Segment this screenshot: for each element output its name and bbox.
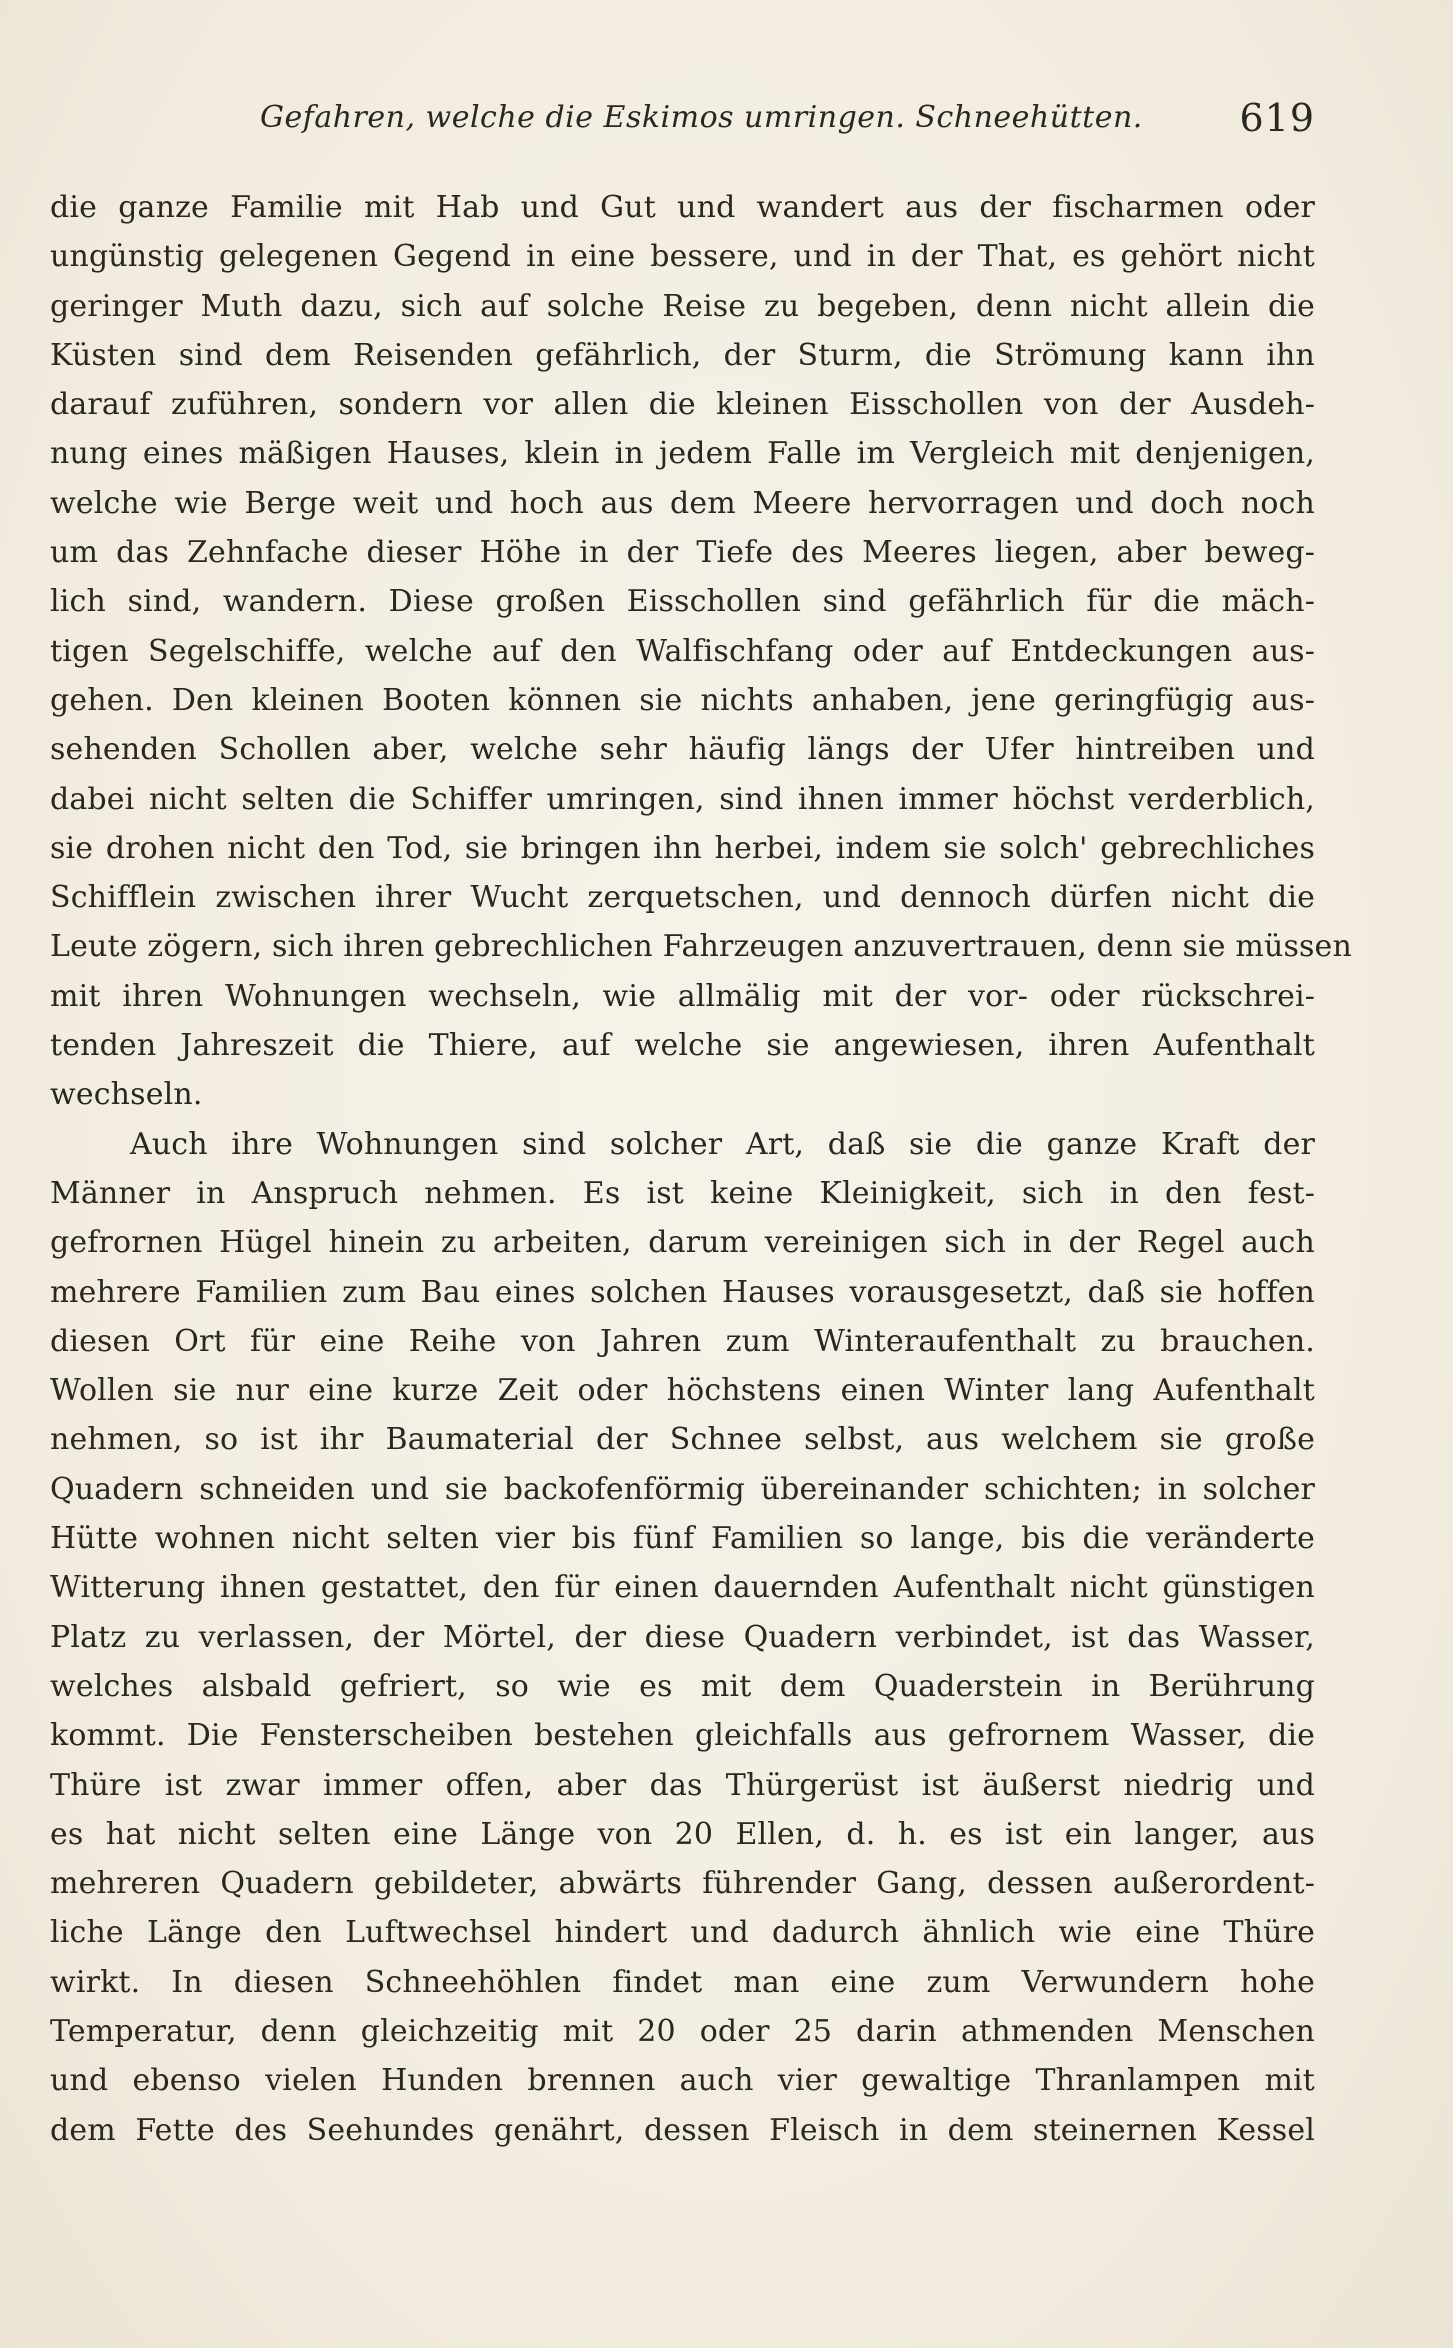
- text-line: gefrornen Hügel hinein zu arbeiten, darum vereinigen sich in der Regel auch: [50, 1225, 1315, 1261]
- text-line: Küsten sind dem Reisenden gefährlich, der Sturm, die Strömung kann ihn: [50, 337, 1315, 373]
- running-title: Gefahren, welche die Eskimos umringen. Schneehütten.: [260, 100, 1143, 135]
- text-line: Männer in Anspruch nehmen. Es ist keine Kleinigkeit, sich in den fest-: [50, 1175, 1315, 1211]
- text-line: Temperatur, denn gleichzeitig mit 20 oder 25 darin athmenden Menschen: [50, 2013, 1315, 2049]
- text-line: diesen Ort für eine Reihe von Jahren zum Winteraufenthalt zu brauchen.: [50, 1323, 1315, 1359]
- text-line: welches alsbald gefriert, so wie es mit dem Quaderstein in Berührung: [50, 1668, 1315, 1704]
- text-line: und ebenso vielen Hunden brennen auch vier gewaltige Thranlampen mit: [50, 2063, 1315, 2099]
- text-line: mehrere Familien zum Bau eines solchen Hauses vorausgesetzt, daß sie hoffen: [50, 1274, 1315, 1310]
- text-line: mit ihren Wohnungen wechseln, wie allmälig mit der vor- oder rückschrei-: [50, 978, 1315, 1014]
- text-line: welche wie Berge weit und hoch aus dem Meere hervorragen und doch noch: [50, 485, 1315, 521]
- text-line: dabei nicht selten die Schiffer umringen, sind ihnen immer höchst verderblich,: [50, 781, 1315, 817]
- text-line: geringer Muth dazu, sich auf solche Reise zu begeben, denn nicht allein die: [50, 288, 1315, 324]
- text-line: wirkt. In diesen Schneehöhlen findet man eine zum Verwundern hohe: [50, 1964, 1315, 2000]
- text-line: nung eines mäßigen Hauses, klein in jedem Falle im Vergleich mit denjenigen,: [50, 436, 1315, 472]
- paragraph-end-line: wechseln.: [50, 1077, 203, 1113]
- running-head: [50, 96, 1315, 150]
- text-line: Quadern schneiden und sie backofenförmig übereinander schichten; in solcher: [50, 1471, 1315, 1507]
- text-line: tenden Jahreszeit die Thiere, auf welche sie angewiesen, ihren Aufenthalt: [50, 1028, 1315, 1064]
- text-line: gehen. Den kleinen Booten können sie nichts anhaben, jene geringfügig aus-: [50, 682, 1315, 718]
- text-line: um das Zehnfache dieser Höhe in der Tiefe des Meeres liegen, aber beweg-: [50, 535, 1315, 571]
- body-text: [50, 183, 1352, 2155]
- text-line: dem Fette des Seehundes genährt, dessen Fleisch in dem steinernen Kessel: [50, 2112, 1315, 2148]
- paragraph-start-line: Auch ihre Wohnungen sind solcher Art, daß sie die ganze Kraft der: [130, 1126, 1315, 1162]
- text-line: Witterung ihnen gestattet, den für einen dauernden Aufenthalt nicht günstigen: [50, 1570, 1315, 1606]
- text-line: es hat nicht selten eine Länge von 20 Ellen, d. h. es ist ein langer, aus: [50, 1816, 1315, 1852]
- text-line: nehmen, so ist ihr Baumaterial der Schnee selbst, aus welchem sie große: [50, 1422, 1315, 1458]
- text-line: lich sind, wandern. Diese großen Eisschollen sind gefährlich für die mäch-: [50, 584, 1315, 620]
- text-line: sie drohen nicht den Tod, sie bringen ihn herbei, indem sie solch' gebrechliches: [50, 830, 1315, 866]
- text-line: mehreren Quadern gebildeter, abwärts führender Gang, dessen außerordent-: [50, 1866, 1315, 1902]
- text-line: sehenden Schollen aber, welche sehr häufig längs der Ufer hintreiben und: [50, 732, 1315, 768]
- text-line: Schifflein zwischen ihrer Wucht zerquetschen, und dennoch dürfen nicht die: [50, 880, 1315, 916]
- text-line: kommt. Die Fensterscheiben bestehen gleichfalls aus gefrornem Wasser, die: [50, 1718, 1315, 1754]
- text-line: darauf zuführen, sondern vor allen die kleinen Eisschollen von der Ausdeh-: [50, 387, 1315, 423]
- text-line: Platz zu verlassen, der Mörtel, der diese Quadern verbindet, ist das Wasser,: [50, 1619, 1315, 1655]
- text-line: Thüre ist zwar immer offen, aber das Thürgerüst ist äußerst niedrig und: [50, 1767, 1315, 1803]
- text-line: ungünstig gelegenen Gegend in eine bessere, und in der That, es gehört nicht: [50, 239, 1315, 275]
- text-line: die ganze Familie mit Hab und Gut und wandert aus der fischarmen oder: [50, 190, 1315, 225]
- text-line: Leute zögern, sich ihren gebrechlichen Fahrzeugen anzuvertrauen, denn sie müssen: [50, 929, 1352, 965]
- text-line: liche Länge den Luftwechsel hindert und dadurch ähnlich wie eine Thüre: [50, 1915, 1315, 1951]
- page-number: 619: [1239, 96, 1315, 140]
- text-line: tigen Segelschiffe, welche auf den Walfischfang oder auf Entdeckungen aus-: [50, 633, 1315, 669]
- text-line: Wollen sie nur eine kurze Zeit oder höchstens einen Winter lang Aufenthalt: [50, 1373, 1315, 1409]
- text-line: Hütte wohnen nicht selten vier bis fünf Familien so lange, bis die veränderte: [50, 1521, 1315, 1557]
